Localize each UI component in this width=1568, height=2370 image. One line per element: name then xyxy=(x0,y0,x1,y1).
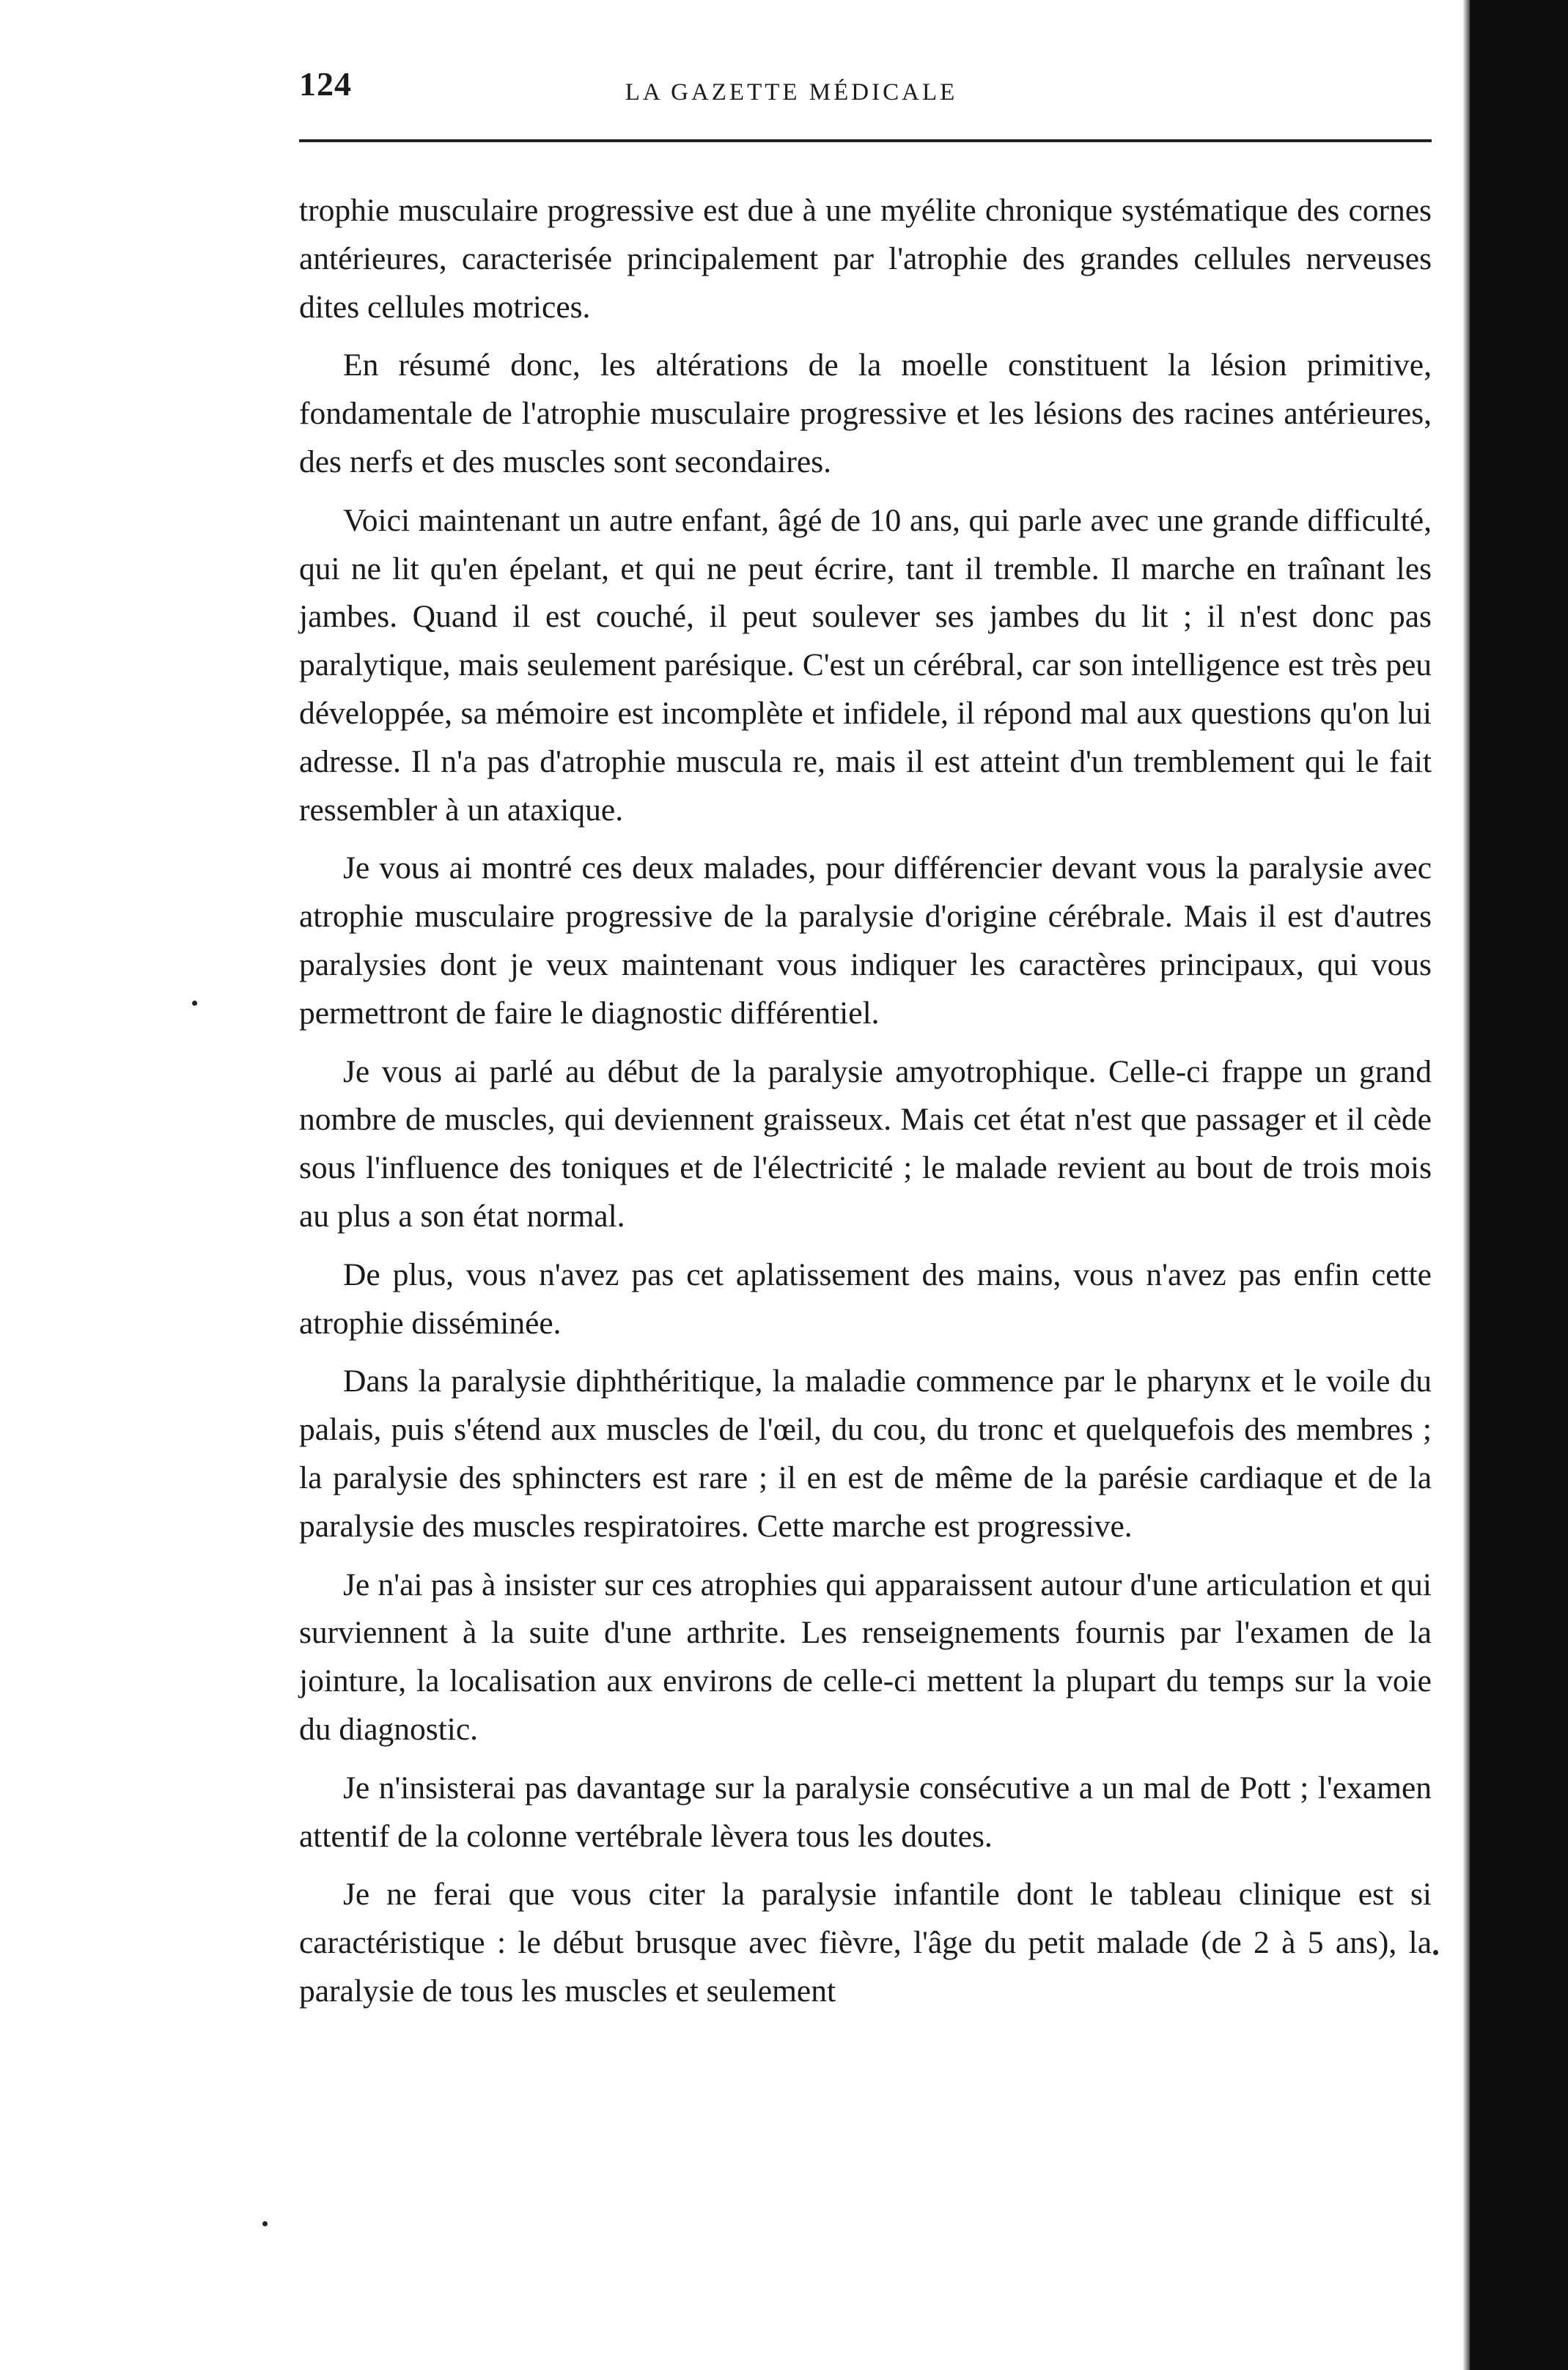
paragraph: trophie musculaire progressive est due à une myélite chronique systématique des cornes antérieures, caracterisée principalement par l'atrophie des grandes cellules nerveuses dites cellules motrices. xyxy=(299,193,1432,325)
margin-mark xyxy=(262,2221,268,2226)
margin-mark xyxy=(192,1001,197,1006)
paragraph: Je vous ai parlé au début de la paralysie amyotrophique. Celle-ci frappe un grand nombre de muscles, qui deviennent graisseux. Mais cet état n'est que passager et il cède sous l'influence des toniques et de l'électricité ; le malade revient au bout de trois mois au plus a son état normal. xyxy=(299,1053,1432,1234)
margin-mark xyxy=(1433,1950,1438,1955)
paragraph: Dans la paralysie diphthéritique, la maladie commence par le pharynx et le voile du palais, puis s'étend aux muscles de l'œil, du cou, du tronc et quelquefois des membres ; la paralysie des sphincters est rare ; il en est de même de la parésie cardiaque et de la paralysie des muscles respiratoires. Cette marche est progressive. xyxy=(299,1364,1432,1544)
running-title: LA GAZETTE MÉDICALE xyxy=(625,79,958,106)
binding-edge xyxy=(1470,0,1568,2370)
header-rule xyxy=(299,139,1432,142)
page-number: 124 xyxy=(299,65,352,103)
paragraph: Je n'ai pas à insister sur ces atrophies qui apparaissent autour d'une articulation et qui surviennent à la suite d'une arthrite. Les renseignements fournis par l'examen de la jointure, la localisation aux environs de celle-ci mettent la plupart du temps sur la voie du diagnostic. xyxy=(299,1567,1432,1747)
paragraph: Je n'insisterai pas davantage sur la paralysie consécutive a un mal de Pott ; l'examen attentif de la colonne vertébrale lèvera tous les doutes. xyxy=(299,1770,1432,1854)
paragraph: Je ne ferai que vous citer la paralysie infantile dont le tableau clinique est si caractéristique : le début brusque avec fièvre, l'âge du petit malade (de 2 à 5 ans), la paralysie de tous les muscles et seulement xyxy=(299,1877,1432,2009)
paragraph: Voici maintenant un autre enfant, âgé de 10 ans, qui parle avec une grande difficulté, qui ne lit qu'en épelant, et qui ne peut écrire, tant il tremble. Il marche en traînant les jambes. Quand il est couché, il peut soulever ses jambes du lit ; il n'est donc pas paralytique, mais seulement parésique. C'est un cérébral, car son intelligence est très peu développée, sa mémoire est incomplète et infidele, il répond mal aux questions qu'on lui adresse. Il n'a pas d'atrophie muscula re, mais il est atteint d'un tremblement qui le fait ressembler à un ataxique. xyxy=(299,502,1432,828)
paragraph: En résumé donc, les altérations de la moelle constituent la lésion primitive, fondamentale de l'atrophie musculaire progressive et les lésions des racines antérieures, des nerfs et des muscles sont secondaires. xyxy=(299,347,1432,479)
paragraph: De plus, vous n'avez pas cet aplatissement des mains, vous n'avez pas enfin cette atrophie disséminée. xyxy=(299,1256,1432,1341)
paragraph: Je vous ai montré ces deux malades, pour différencier devant vous la paralysie avec atrophie musculaire progressive de la paralysie d'origine cérébrale. Mais il est d'autres paralysies dont je veux maintenant vous indiquer les caractères principaux, qui vous permettront de faire le diagnostic différentiel. xyxy=(299,850,1432,1031)
body-text xyxy=(299,187,1432,2026)
